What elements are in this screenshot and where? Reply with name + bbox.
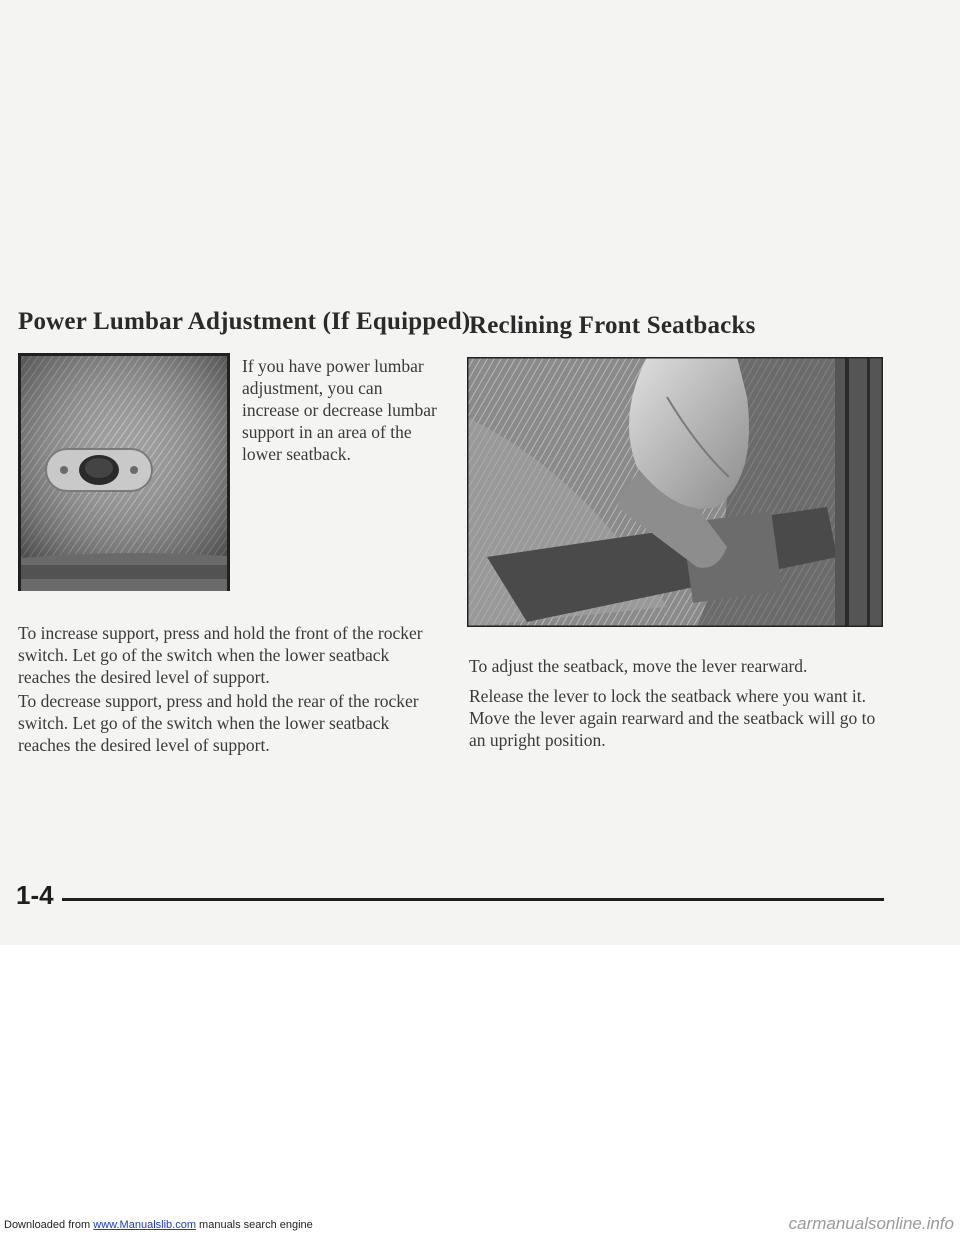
recline-heading: Reclining Front Seatbacks: [469, 312, 756, 339]
footer-suffix: manuals search engine: [199, 1219, 313, 1231]
download-footer: [0, 1219, 313, 1231]
site-watermark: carmanualsonline.info: [788, 1214, 954, 1233]
page-number: 1-4: [16, 880, 54, 910]
recline-adjust-paragraph: To adjust the seatback, move the lever rearward.: [469, 656, 808, 676]
lumbar-switch-photo: [18, 353, 230, 591]
lumbar-increase-paragraph: To increase support, press and hold the front of the rocker switch. Let go of the switch when the lower seatback reaches the desired level of support.: [18, 623, 423, 687]
footer-rule: [62, 898, 884, 901]
lumbar-heading: Power Lumbar Adjustment (If Equipped): [18, 308, 471, 335]
recline-lever-photo: [467, 357, 883, 627]
footer-prefix: Downloaded from: [4, 1219, 91, 1231]
lumbar-intro: If you have power lumbar adjustment, you can increase or decrease lumbar support in an area of the lower seatback.: [242, 356, 437, 464]
recline-release-paragraph: Release the lever to lock the seatback where you want it. Move the lever again rearward and the seatback will go to an upright position.: [469, 686, 876, 750]
lumbar-decrease-paragraph: To decrease support, press and hold the rear of the rocker switch. Let go of the switch when the lower seatback reaches the desired level of support.: [18, 691, 419, 755]
manualslib-link[interactable]: www.Manualslib.com: [93, 1219, 196, 1231]
